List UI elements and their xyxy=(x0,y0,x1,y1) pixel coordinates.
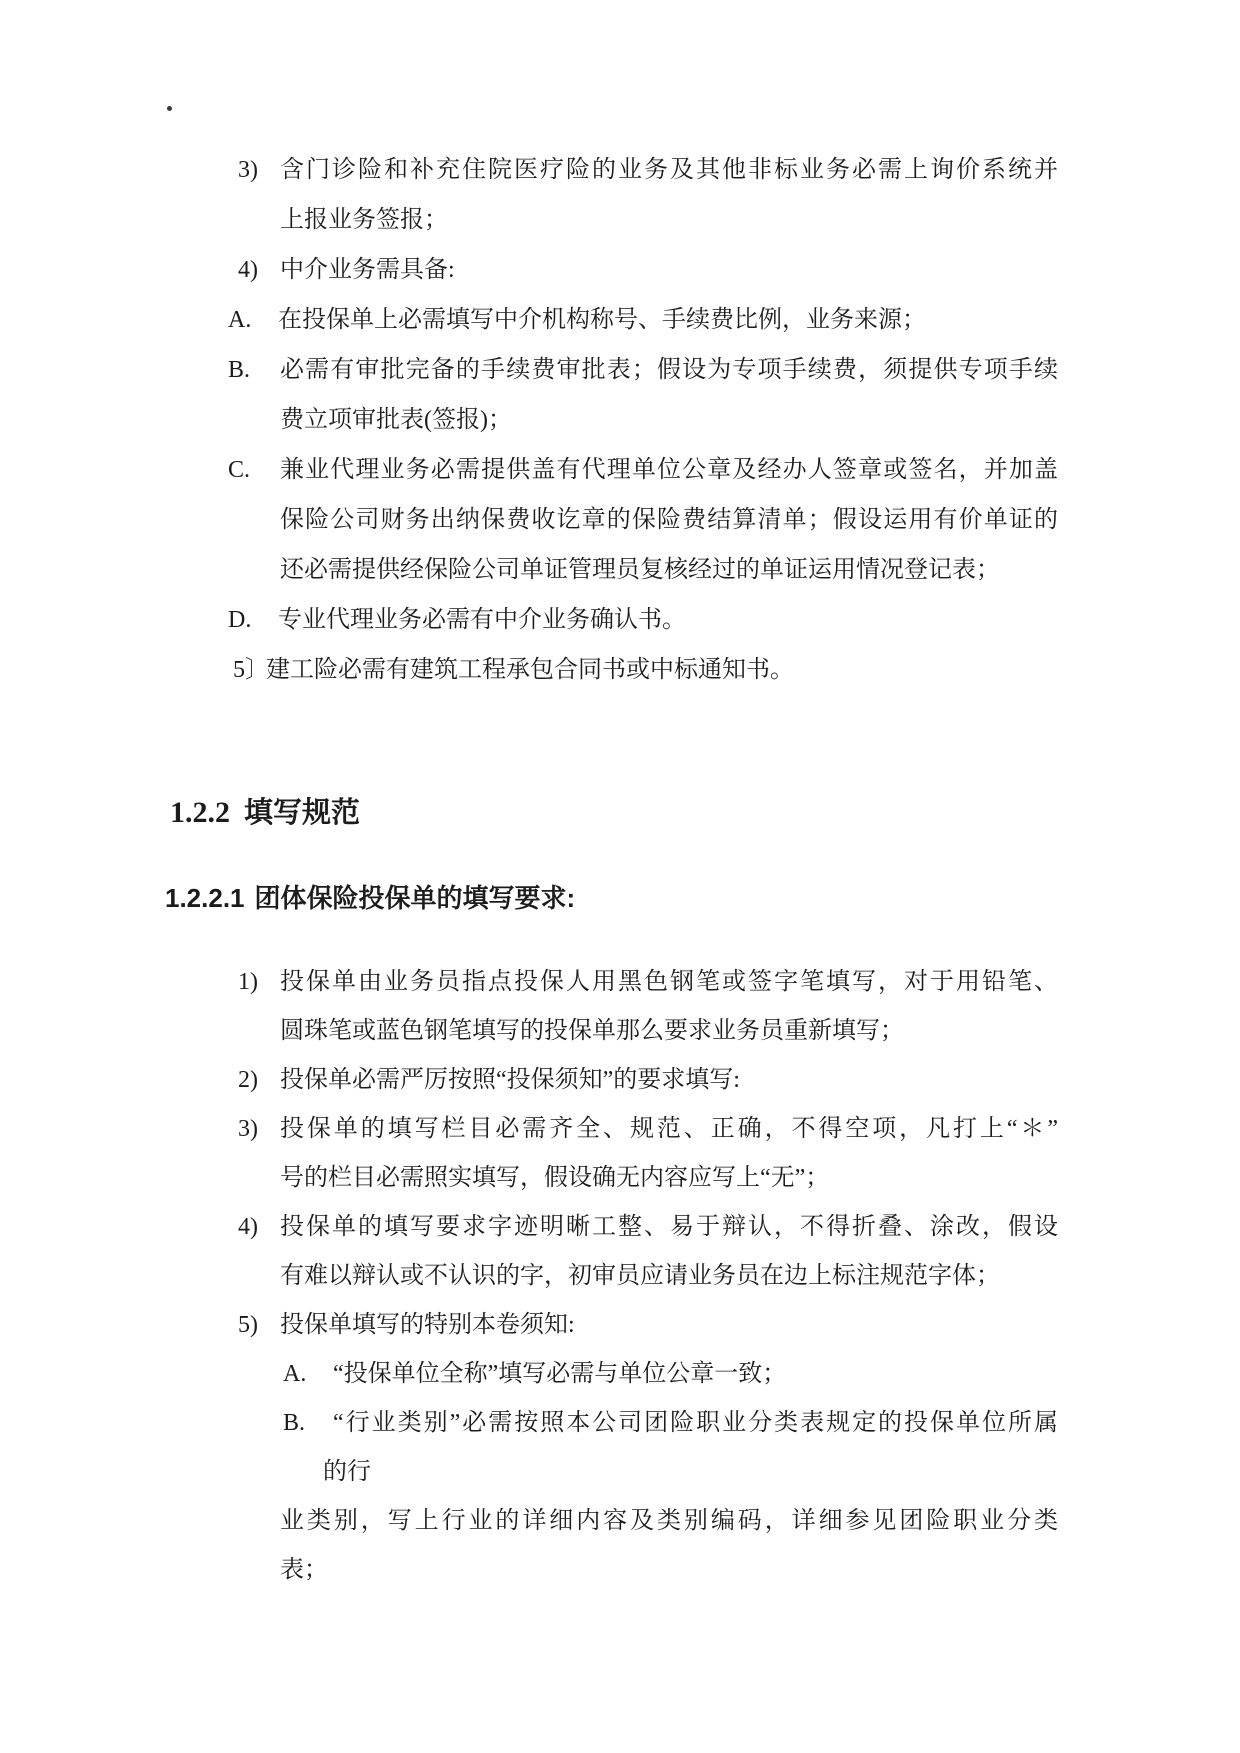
line-text: “行业类别”必需按照本公司团险职业分类表规定的投保单位所属 xyxy=(333,1410,1058,1436)
line-text: 号的栏目必需照实填写，假设确无内容应写上“无”； xyxy=(280,1165,830,1191)
line-text: 兼业代理业务必需提供盖有代理单位公章及经办人签章或签名，并加盖 xyxy=(280,457,1058,483)
list-line xyxy=(0,1399,1240,1448)
list-line xyxy=(0,295,1240,345)
line-label: D. xyxy=(228,607,252,633)
line-label: 3) xyxy=(238,157,258,183)
list-line xyxy=(0,1252,1240,1301)
line-text: 费立项审批表(签报)； xyxy=(280,407,512,433)
line-label: 5) xyxy=(238,1312,258,1338)
line-label: B. xyxy=(283,1410,306,1436)
top-list-section xyxy=(0,145,1240,695)
list-line xyxy=(0,1497,1240,1546)
line-text: “投保单位全称”填写必需与单位公章一致； xyxy=(333,1361,787,1387)
line-text: 建工险必需有建筑工程承包合同书或中标通知书。 xyxy=(266,657,794,683)
line-text: 表； xyxy=(280,1557,328,1583)
list-line xyxy=(0,1546,1240,1595)
line-label: C. xyxy=(228,457,251,483)
subheading-number: 1.2.2.1 xyxy=(165,883,245,913)
list-line xyxy=(0,1007,1240,1056)
list-line xyxy=(0,1301,1240,1350)
line-label: B. xyxy=(228,357,251,383)
stray-dot-mark xyxy=(167,106,172,111)
line-text: 投保单的填写要求字迹明晰工整、易于辩认，不得折叠、涂改，假设 xyxy=(280,1214,1058,1240)
list-line xyxy=(0,1448,1240,1497)
line-text: 业类别，写上行业的详细内容及类别编码，详细参见团险职业分类 xyxy=(280,1508,1058,1534)
line-label: A. xyxy=(228,307,252,333)
line-text: 保险公司财务出纳保费收讫章的保险费结算清单；假设运用有价单证的 xyxy=(280,507,1058,533)
line-label: 3) xyxy=(238,1116,258,1142)
line-text: 投保单必需严厉按照“投保须知”的要求填写: xyxy=(280,1067,740,1093)
line-text: 在投保单上必需填写中介机构称号、手续费比例，业务来源； xyxy=(278,307,926,333)
list-line xyxy=(0,245,1240,295)
list-line xyxy=(0,545,1240,595)
list-line xyxy=(0,595,1240,645)
line-text: 还必需提供经保险公司单证管理员复核经过的单证运用情况登记表； xyxy=(280,557,1000,583)
line-text: 投保单填写的特别本卷须知: xyxy=(280,1312,575,1338)
line-text: 投保单的填写栏目必需齐全、规范、正确，不得空项，凡打上“＊” xyxy=(280,1116,1058,1142)
list-line xyxy=(0,1056,1240,1105)
section-heading-1-2-2-1 xyxy=(165,878,575,918)
line-text: 中介业务需具备: xyxy=(280,257,455,283)
line-label: 4) xyxy=(238,257,258,283)
list-line xyxy=(0,958,1240,1007)
line-label: A. xyxy=(283,1361,307,1387)
list-line xyxy=(0,445,1240,495)
list-line xyxy=(0,195,1240,245)
line-label: 1) xyxy=(238,969,258,995)
line-text: 上报业务签报； xyxy=(280,207,448,233)
section-heading-1-2-2 xyxy=(170,790,360,836)
subheading-title: 团体保险投保单的填写要求: xyxy=(254,883,576,913)
line-text: 必需有审批完备的手续费审批表；假设为专项手续费，须提供专项手续 xyxy=(280,357,1058,383)
list-line xyxy=(0,145,1240,195)
line-text: 专业代理业务必需有中介业务确认书。 xyxy=(278,607,686,633)
line-text: 投保单由业务员指点投保人用黑色钢笔或签字笔填写，对于用铅笔、 xyxy=(280,969,1058,995)
list-line xyxy=(0,645,1240,695)
heading-number: 1.2.2 xyxy=(170,796,230,829)
list-line xyxy=(0,1350,1240,1399)
list-line xyxy=(0,345,1240,395)
line-text: 的行 xyxy=(323,1459,371,1485)
bottom-list-section xyxy=(0,958,1240,1595)
line-label: 5〕 xyxy=(233,657,269,683)
list-line xyxy=(0,395,1240,445)
line-label: 2) xyxy=(238,1067,258,1093)
heading-title: 填写规范 xyxy=(244,797,361,829)
list-line xyxy=(0,495,1240,545)
line-text: 圆珠笔或蓝色钢笔填写的投保单那么要求业务员重新填写； xyxy=(280,1018,904,1044)
line-label: 4) xyxy=(238,1214,258,1240)
list-line xyxy=(0,1105,1240,1154)
list-line xyxy=(0,1203,1240,1252)
list-line xyxy=(0,1154,1240,1203)
line-text: 含门诊险和补充住院医疗险的业务及其他非标业务必需上询价系统并 xyxy=(280,157,1058,183)
line-text: 有难以辩认或不认识的字，初审员应请业务员在边上标注规范字体； xyxy=(280,1263,1000,1289)
